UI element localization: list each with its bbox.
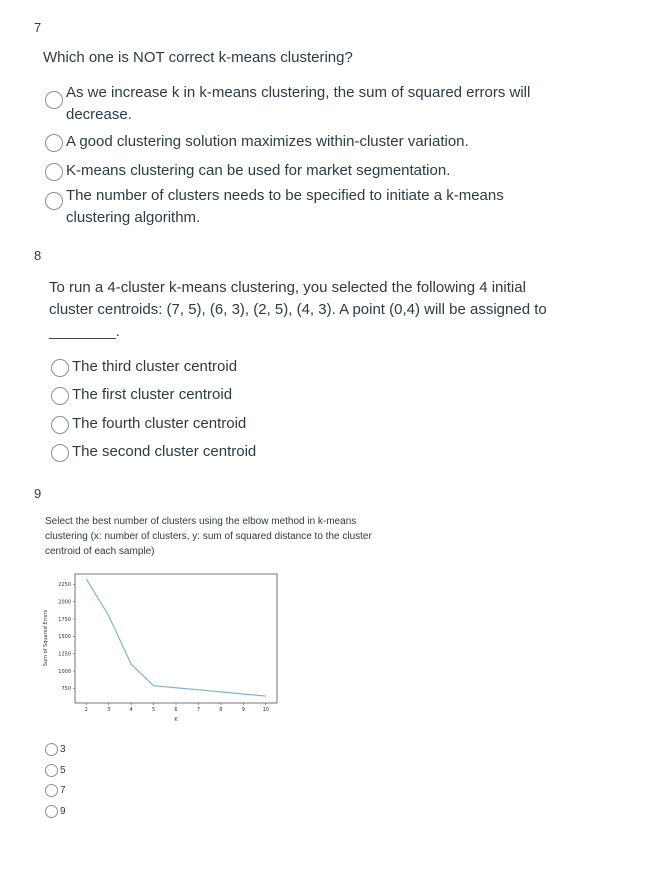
x-tick-label: 6 (174, 707, 178, 713)
x-tick-label: 5 (151, 707, 156, 713)
plot-frame (75, 574, 277, 703)
radio-button[interactable] (45, 764, 58, 777)
y-tick-label: 1000 (58, 668, 71, 675)
y-tick-label: 2250 (58, 582, 71, 589)
q9-option-2[interactable] (45, 763, 66, 778)
question-number-9: 9 (34, 486, 42, 501)
question-number-7: 7 (34, 20, 42, 35)
question-8-prompt (49, 277, 547, 343)
question-8-prompt-line1: To run a 4-cluster k-means clustering, you selected the following 4 initial (49, 279, 526, 296)
x-axis-label: K (174, 717, 178, 723)
radio-button[interactable] (45, 805, 58, 818)
q7-option-2[interactable] (45, 131, 469, 153)
x-tick-label: 4 (129, 707, 133, 713)
x-tick-label: 8 (219, 707, 223, 713)
q7-option-4[interactable] (45, 185, 504, 229)
q7-option-1-line1: As we increase k in k-means clustering, the sum of squared errors will (66, 84, 531, 101)
sse-line (86, 579, 266, 696)
q9-option-3[interactable] (45, 783, 66, 798)
y-tick-label: 2000 (58, 599, 71, 606)
question-7-prompt: Which one is NOT correct k-means clustering? (43, 49, 353, 66)
question-9-prompt-line1: Select the best number of clusters using the elbow method in k-means (45, 516, 357, 527)
q7-option-4-line1: The number of clusters needs to be specified to initiate a k-means (66, 187, 504, 204)
y-tick-label: 1250 (58, 651, 71, 658)
q9-option-3-label: 7 (60, 785, 66, 796)
radio-button[interactable] (45, 743, 58, 756)
q8-option-1[interactable] (51, 356, 237, 378)
elbow-chart (30, 568, 290, 728)
q8-option-4-label: The second cluster centroid (72, 443, 257, 460)
q9-option-1[interactable] (45, 742, 66, 757)
question-8-prompt-line3: ________. (49, 323, 120, 340)
radio-button[interactable] (51, 444, 69, 462)
q8-option-3[interactable] (51, 413, 246, 435)
q7-option-1-line2: decrease. (66, 106, 132, 123)
radio-button[interactable] (45, 784, 58, 797)
x-tick-label: 7 (196, 707, 201, 713)
q9-option-2-label: 5 (60, 765, 66, 776)
q8-option-1-label: The third cluster centroid (72, 358, 238, 375)
q8-option-4[interactable] (51, 441, 256, 463)
y-tick-label: 1750 (58, 616, 71, 623)
q7-option-2-label: A good clustering solution maximizes within-cluster variation. (66, 133, 469, 150)
q7-option-3-label: K-means clustering can be used for market segmentation. (66, 162, 451, 179)
x-tick-label: 3 (107, 707, 111, 713)
question-number-8: 8 (34, 248, 42, 263)
q9-option-4[interactable] (45, 804, 66, 819)
question-9-prompt-line2: clustering (x: number of clusters, y: sum of squared distance to the cluster (45, 531, 372, 542)
question-9-prompt (45, 514, 372, 559)
radio-button[interactable] (45, 91, 63, 109)
radio-button[interactable] (45, 134, 63, 152)
y-tick-label: 750 (61, 686, 71, 693)
q7-option-3[interactable] (45, 160, 450, 182)
x-tick-label: 9 (241, 707, 245, 713)
radio-button[interactable] (45, 163, 63, 181)
x-tick-label: 10 (262, 707, 269, 713)
radio-button[interactable] (51, 387, 69, 405)
q8-option-2[interactable] (51, 384, 232, 406)
q8-option-3-label: The fourth cluster centroid (72, 415, 247, 432)
q8-option-2-label: The first cluster centroid (72, 386, 233, 403)
radio-button[interactable] (51, 359, 69, 377)
y-axis-label: Sum of Squared Errors (43, 609, 49, 667)
radio-button[interactable] (45, 192, 63, 210)
x-tick-label: 2 (84, 707, 88, 713)
q7-option-4-line2: clustering algorithm. (66, 209, 201, 226)
y-tick-label: 1500 (58, 634, 71, 641)
question-8-prompt-line2: cluster centroids: (7, 5), (6, 3), (2, 5), (4, 3). A point (0,4) will be assigned to (49, 301, 547, 318)
q9-option-1-label: 3 (60, 744, 66, 755)
q9-option-4-label: 9 (60, 806, 66, 817)
question-9-prompt-line3: centroid of each sample) (45, 546, 155, 557)
radio-button[interactable] (51, 416, 69, 434)
q7-option-1[interactable] (45, 82, 530, 126)
